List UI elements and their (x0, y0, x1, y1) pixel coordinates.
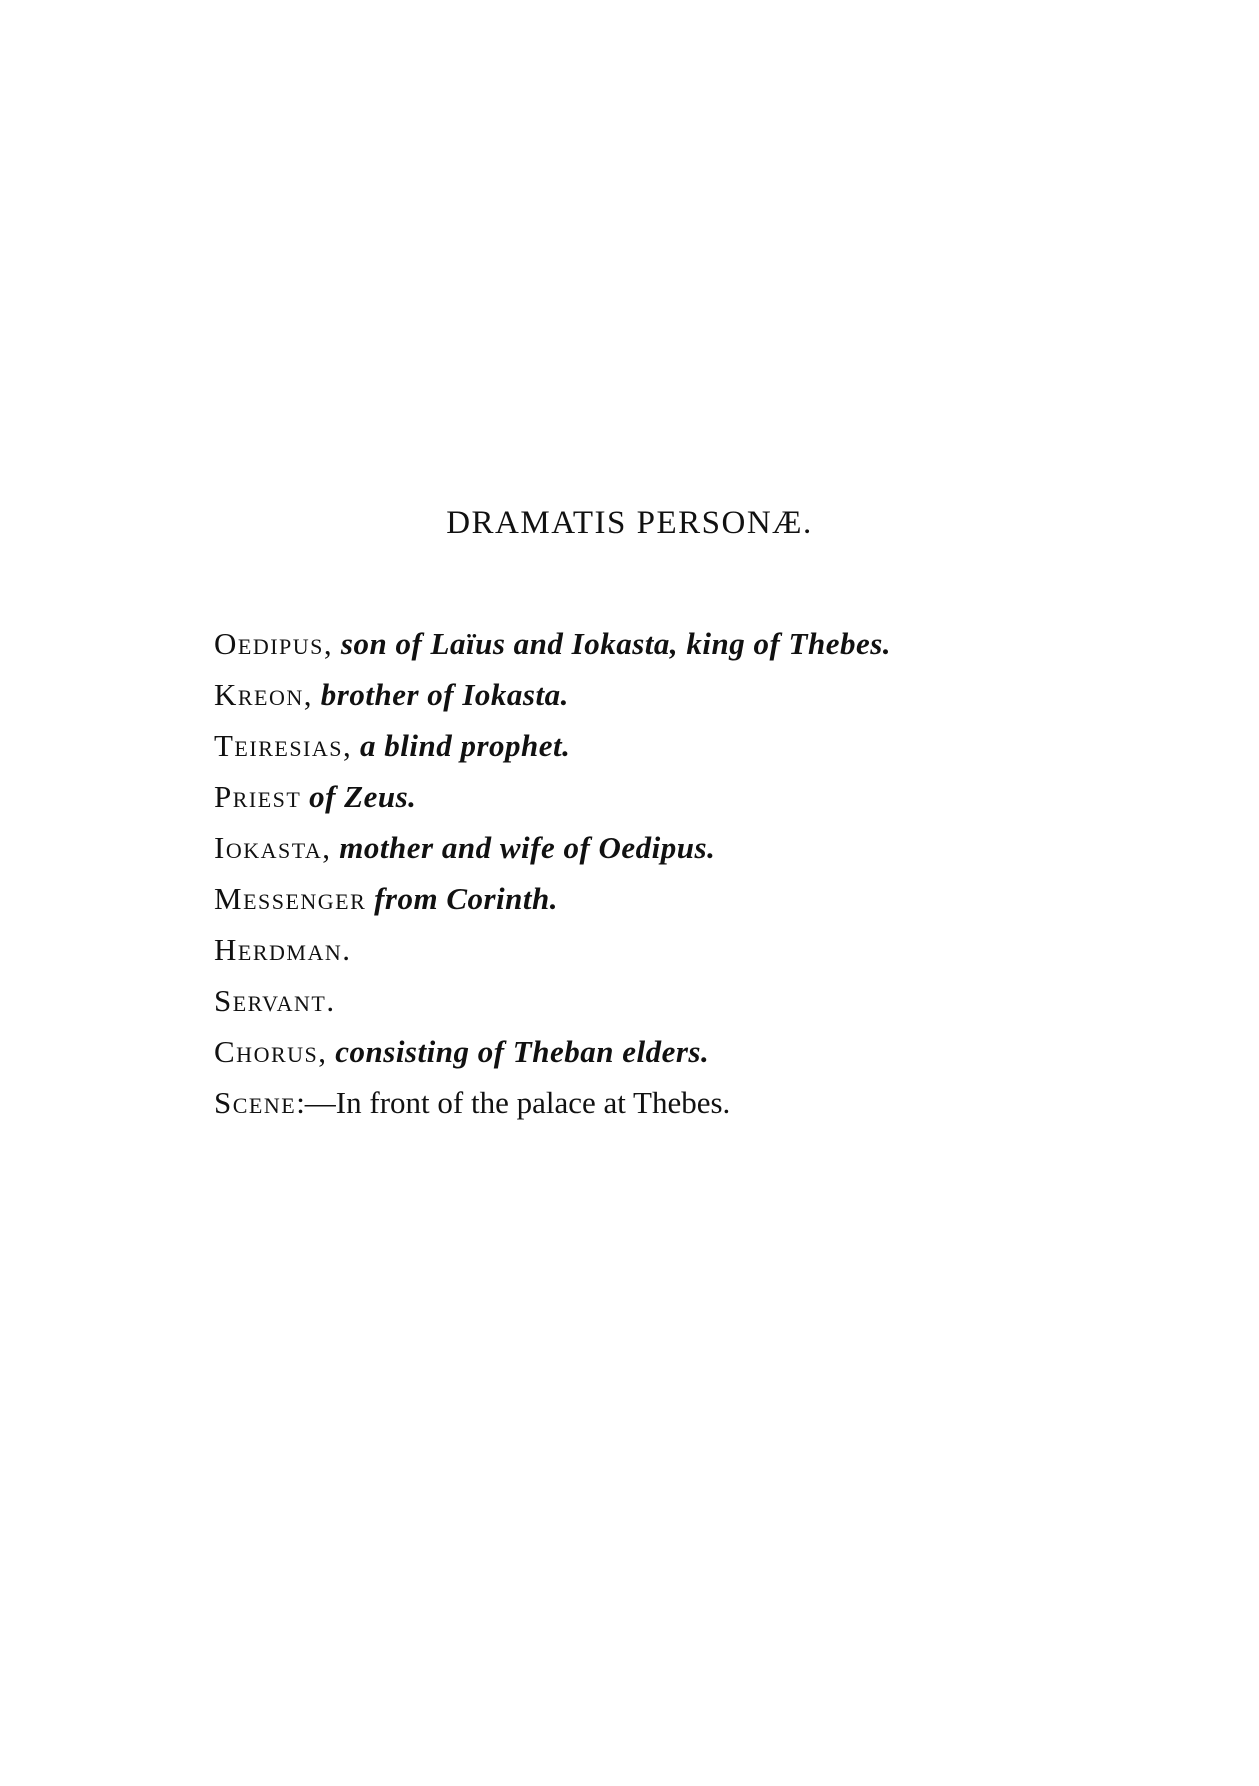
cast-entry-kreon (214, 669, 1214, 720)
character-name: Chorus, (214, 1034, 328, 1069)
character-name: Priest (214, 779, 302, 814)
character-description: son of Laïus and Iokasta, king of Thebes. (340, 626, 892, 661)
cast-entry-chorus (214, 1026, 1214, 1077)
scene-label: Scene (214, 1085, 297, 1120)
character-description: from Corinth. (374, 881, 559, 916)
cast-entry-servant (214, 975, 1214, 1026)
character-description: of Zeus. (309, 779, 417, 814)
cast-entry-iokasta (214, 822, 1214, 873)
character-name: Kreon, (214, 677, 314, 712)
cast-entry-priest (214, 771, 1214, 822)
page-title: DRAMATIS PERSONÆ. (446, 505, 813, 541)
character-name: Servant. (214, 983, 336, 1018)
cast-entry-messenger (214, 873, 1214, 924)
scene-entry (214, 1077, 1214, 1128)
character-name: Iokasta, (214, 830, 332, 865)
cast-list (214, 618, 1214, 1128)
character-name: Oedipus, (214, 626, 334, 661)
character-name: Teiresias, (214, 728, 353, 763)
cast-entry-teiresias (214, 720, 1214, 771)
character-name: Herdman. (214, 932, 352, 967)
character-name: Messenger (214, 881, 367, 916)
cast-entry-oedipus (214, 618, 1214, 669)
cast-entry-herdman (214, 924, 1214, 975)
character-description: a blind prophet. (360, 728, 571, 763)
scene-description: :—In front of the palace at Thebes. (296, 1085, 731, 1120)
character-description: consisting of Theban elders. (335, 1034, 710, 1069)
character-description: mother and wife of Oedipus. (339, 830, 716, 865)
character-description: brother of Iokasta. (320, 677, 569, 712)
